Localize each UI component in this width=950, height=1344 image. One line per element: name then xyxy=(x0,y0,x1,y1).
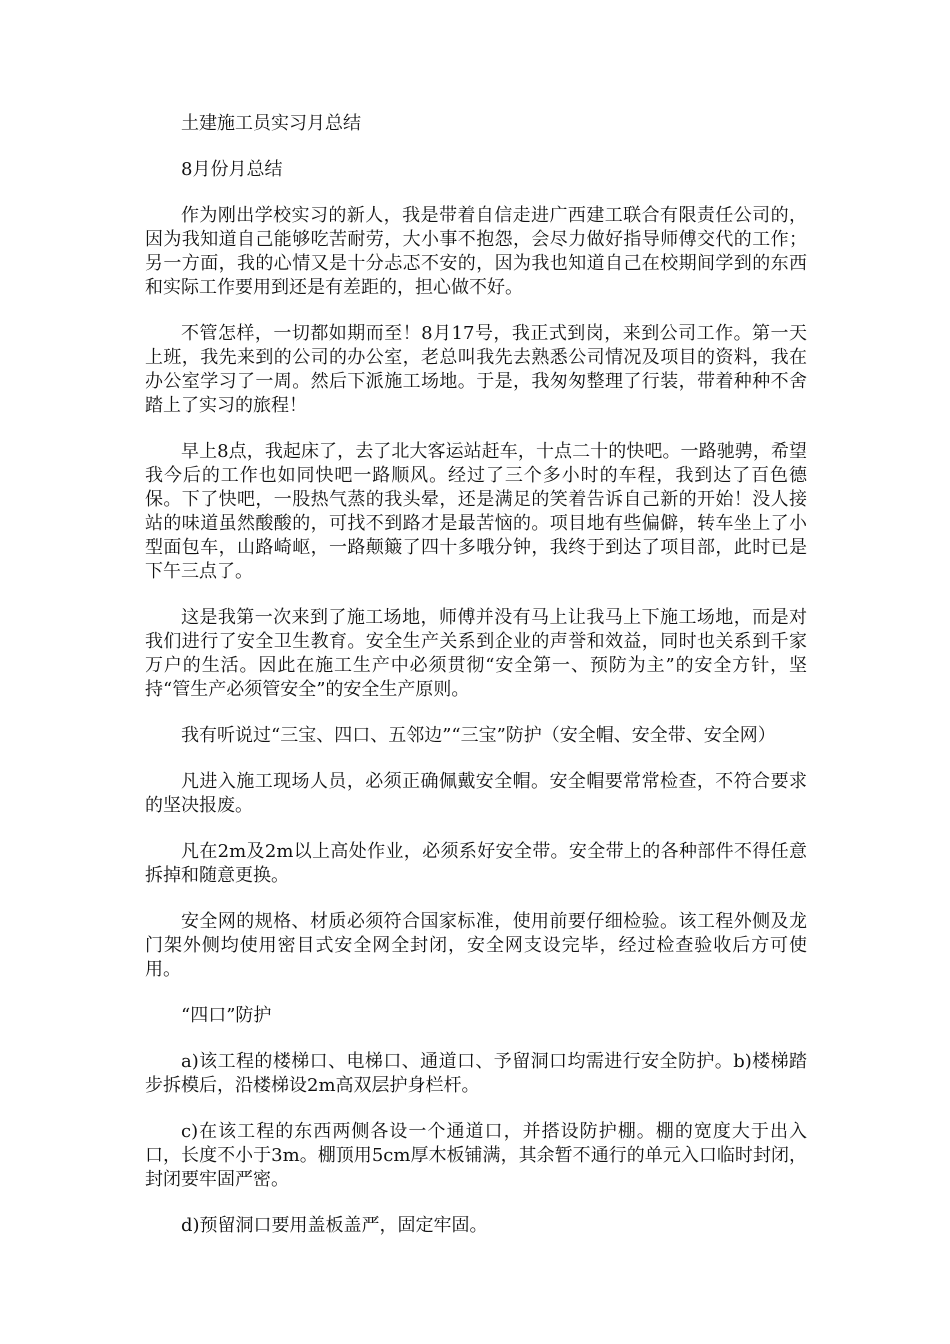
paragraph-journey: 早上8点，我起床了，去了北大客运站赶车，十点二十的快吧。一路驰骋，希望我今后的工作也如同快吧一路顺风。经过了三个多小时的车程，我到达了百色德保。下了快吧，一股热气蒸的我头晕，还是满足的笑着告诉自己新的开始！没人接站的味道虽然酸酸的，可找不到路才是最苦恼的。项目地有些偏僻，转车坐上了小型面包车，山路崎岖，一路颠簸了四十多哦分钟，我终于到达了项目部，此时已是下午三点了。 xyxy=(145,441,807,582)
paragraph-helmet: 凡进入施工现场人员，必须正确佩戴安全帽。安全帽要常常检查，不符合要求的坚决报废。 xyxy=(145,771,807,816)
paragraph-item-d: d)预留洞口要用盖板盖严，固定牢固。 xyxy=(181,1215,488,1236)
paragraph-safety-net: 安全网的规格、材质必须符合国家标准，使用前要仔细检验。该工程外侧及龙门架外侧均使用密目式安全网全封闭，安全网支设完毕，经过检查验收后方可使用。 xyxy=(145,911,807,980)
paragraph-arrival: 不管怎样，一切都如期而至！8月17号，我正式到岗，来到公司工作。第一天上班，我先来到的公司的办公室，老总叫我先去熟悉公司情况及项目的资料，我在办公室学习了一周。然后下派施工场地。于是，我匆匆整理了行装，带着种种不舍踏上了实习的旅程！ xyxy=(145,323,807,416)
document-subtitle: 8月份月总结 xyxy=(181,159,283,180)
paragraph-item-c: c)在该工程的东西两侧各设一个通道口，并搭设防护棚。棚的宽度大于出入口，长度不小于3m。棚顶用5cm厚木板铺满，其余暂不通行的单元入口临时封闭，封闭要牢固严密。 xyxy=(145,1121,807,1190)
paragraph-three-treasures: 我有听说过“三宝、四口、五邻边”“三宝”防护（安全帽、安全带、安全网） xyxy=(181,725,776,746)
paragraph-intro: 作为刚出学校实习的新人，我是带着自信走进广西建工联合有限责任公司的，因为我知道自己能够吃苦耐劳，大小事不抱怨，会尽力做好指导师傅交代的工作；另一方面，我的心情又是十分忐忑不安的，因为我也知道自己在校期间学到的东西和实际工作要用到还是有差距的，担心做不好。 xyxy=(145,205,807,298)
paragraph-safety-belt: 凡在2m及2m以上高处作业，必须系好安全带。安全带上的各种部件不得任意拆掉和随意更换。 xyxy=(145,841,807,886)
paragraph-item-a-b: a)该工程的楼梯口、电梯口、通道口、予留洞口均需进行安全防护。b)楼梯踏步拆模后，沿楼梯设2m高双层护身栏杆。 xyxy=(145,1051,807,1096)
paragraph-safety-education: 这是我第一次来到了施工场地，师傅并没有马上让我马上下施工场地，而是对我们进行了安全卫生教育。安全生产关系到企业的声誉和效益，同时也关系到千家万户的生活。因此在施工生产中必须贯彻“安全第一、预防为主”的安全方针，坚持“管生产必须管安全”的安全生产原则。 xyxy=(145,607,807,700)
paragraph-four-openings-heading: “四口”防护 xyxy=(181,1005,272,1026)
document-title: 土建施工员实习月总结 xyxy=(181,113,361,134)
document-page xyxy=(145,112,807,1260)
